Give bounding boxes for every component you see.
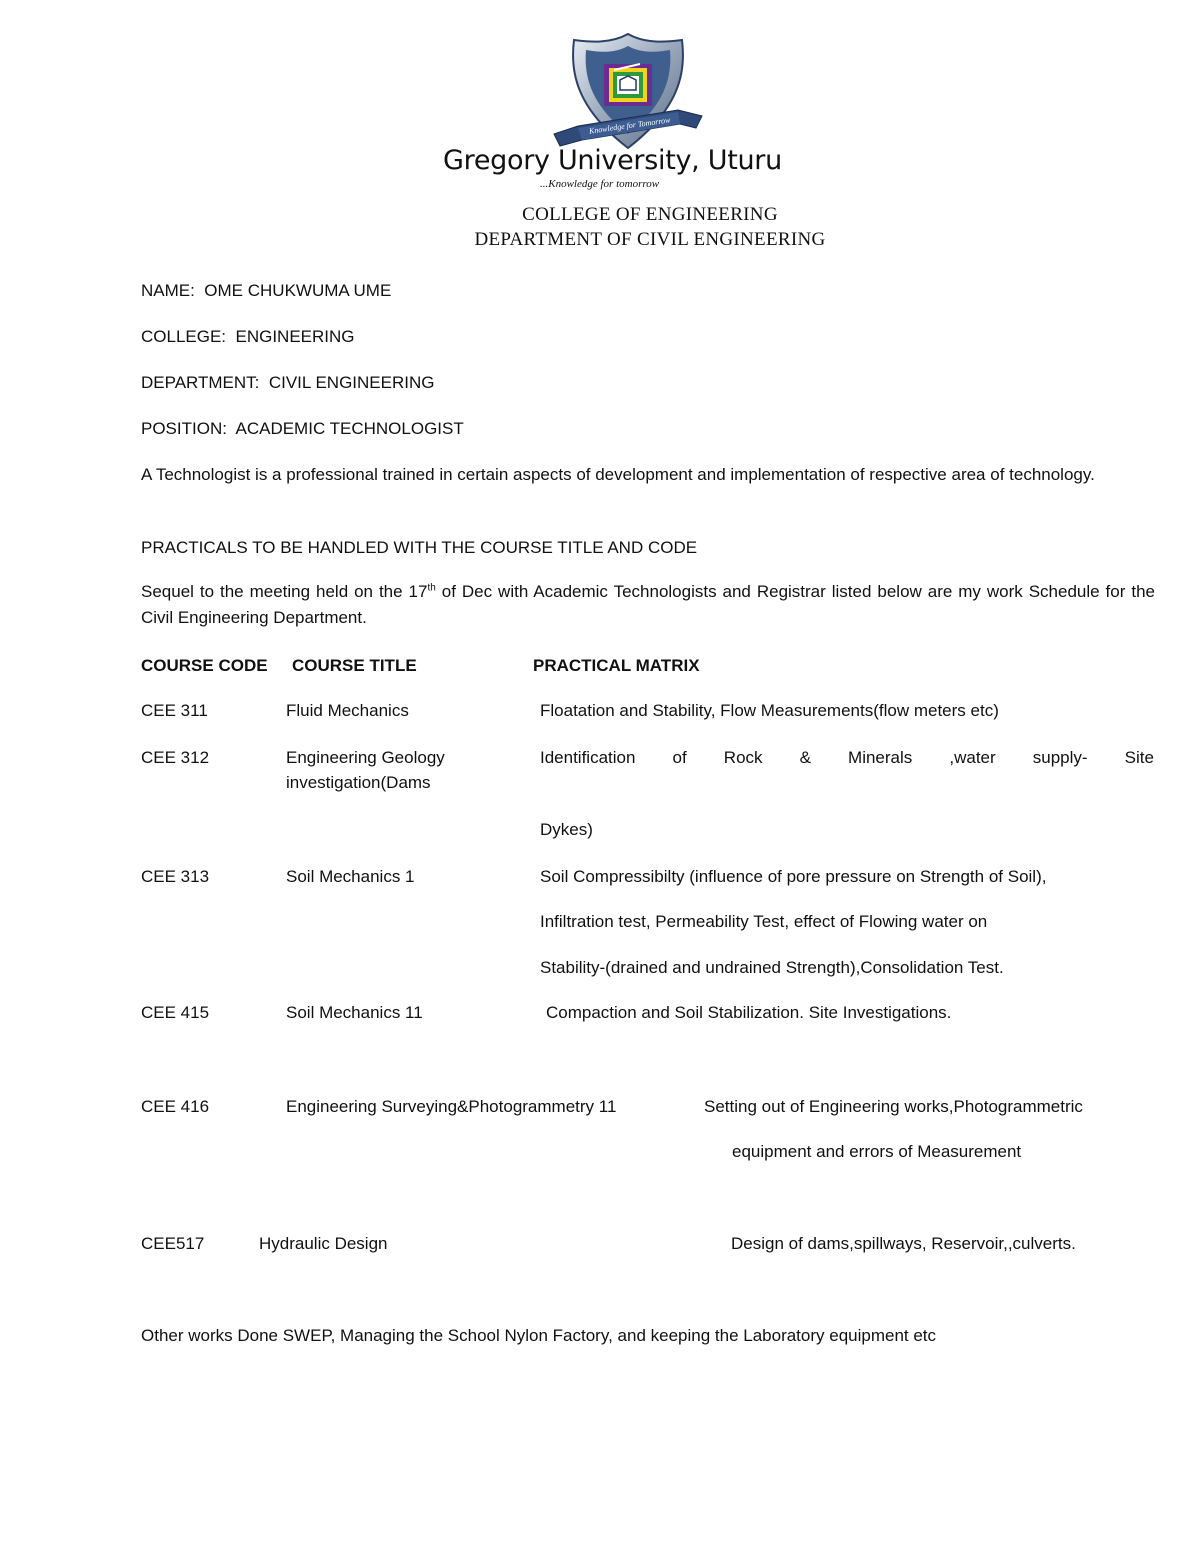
university-motto: ...Knowledge for tomorrow	[540, 178, 660, 190]
practicals-heading: PRACTICALS TO BE HANDLED WITH THE COURSE TITLE AND CODE	[141, 538, 698, 557]
sequel-paragraph	[141, 579, 1155, 631]
course-title: Fluid Mechanics	[286, 701, 409, 720]
college-label: COLLEGE:	[141, 327, 227, 346]
name-label: NAME:	[141, 281, 195, 300]
name-line	[141, 278, 391, 304]
department-line	[141, 370, 434, 396]
course-code: CEE 416	[141, 1097, 210, 1116]
matrix-word: &	[799, 748, 811, 767]
position-line	[141, 416, 464, 442]
practical-matrix-line: Stability-(drained and undrained Strength),Consolidation Test.	[540, 958, 1004, 977]
university-name: Gregory University, Uturu	[443, 145, 782, 176]
college-line	[141, 324, 355, 350]
department-label: DEPARTMENT:	[141, 373, 260, 392]
course-code: CEE 311	[141, 701, 208, 720]
technologist-definition: A Technologist is a professional trained in certain aspects of development and implementation of respective area of technology.	[141, 465, 1095, 484]
department-heading: DEPARTMENT OF CIVIL ENGINEERING	[474, 229, 826, 250]
practical-matrix: Compaction and Soil Stabilization. Site Investigations.	[546, 1003, 952, 1022]
logo-ribbon-text: Knowledge for Tomorrow	[588, 115, 671, 136]
practical-matrix-line: Infiltration test, Permeability Test, effect of Flowing water on	[540, 912, 988, 931]
course-code: CEE517	[141, 1234, 205, 1253]
course-title: Soil Mechanics 1	[286, 867, 415, 886]
sequel-text-end: of Dec with Academic Technologists and Registrar listed below are my work Schedule for the Civil Engineering Department.	[141, 582, 1155, 627]
course-title: Hydraulic Design	[259, 1234, 388, 1253]
ordinal-suffix: th	[427, 582, 436, 594]
sequel-text-start: Sequel to the meeting held on the 17	[141, 582, 428, 601]
practical-matrix-line: Setting out of Engineering works,Photogrammetric	[704, 1097, 1083, 1116]
name-value: OME CHUKWUMA UME	[204, 281, 392, 300]
course-code: CEE 415	[141, 1003, 210, 1022]
practical-matrix-line: equipment and errors of Measurement	[732, 1142, 1022, 1161]
matrix-word: Rock	[723, 748, 763, 767]
practical-matrix: Design of dams,spillways, Reservoir,,culverts.	[731, 1234, 1076, 1253]
matrix-word: supply-	[1032, 748, 1088, 767]
practical-matrix-justified-line	[540, 745, 1154, 771]
college-value: ENGINEERING	[235, 327, 355, 346]
matrix-word: Site	[1124, 748, 1154, 767]
position-value: ACADEMIC TECHNOLOGIST	[235, 419, 464, 438]
course-code: CEE 312	[141, 748, 210, 767]
header-practical-matrix: PRACTICAL MATRIX	[533, 656, 700, 675]
position-label: POSITION:	[141, 419, 227, 438]
practical-matrix-continuation: Dykes)	[540, 820, 593, 839]
university-crest-logo	[548, 30, 708, 158]
course-title: Soil Mechanics 11	[286, 1003, 423, 1022]
college-heading: COLLEGE OF ENGINEERING	[522, 204, 778, 225]
header-course-code: COURSE CODE	[141, 656, 268, 675]
matrix-word: Identification	[540, 748, 636, 767]
practical-matrix: Floatation and Stability, Flow Measurements(flow meters etc)	[540, 701, 999, 720]
course-title-line-2: investigation(Dams	[286, 773, 431, 792]
matrix-word: Minerals	[848, 748, 913, 767]
course-title-line-1: Engineering Geology	[286, 748, 445, 767]
practical-matrix-line: Soil Compressibilty (influence of pore pressure on Strength of Soil),	[540, 867, 1047, 886]
matrix-word: ,water	[949, 748, 996, 767]
matrix-word: of	[672, 748, 687, 767]
course-code: CEE 313	[141, 867, 210, 886]
header-course-title: COURSE TITLE	[292, 656, 417, 675]
department-value: CIVIL ENGINEERING	[268, 373, 435, 392]
other-works: Other works Done SWEP, Managing the School Nylon Factory, and keeping the Laboratory equipment etc	[141, 1326, 937, 1345]
course-title: Engineering Surveying&Photogrammetry 11	[286, 1097, 617, 1116]
